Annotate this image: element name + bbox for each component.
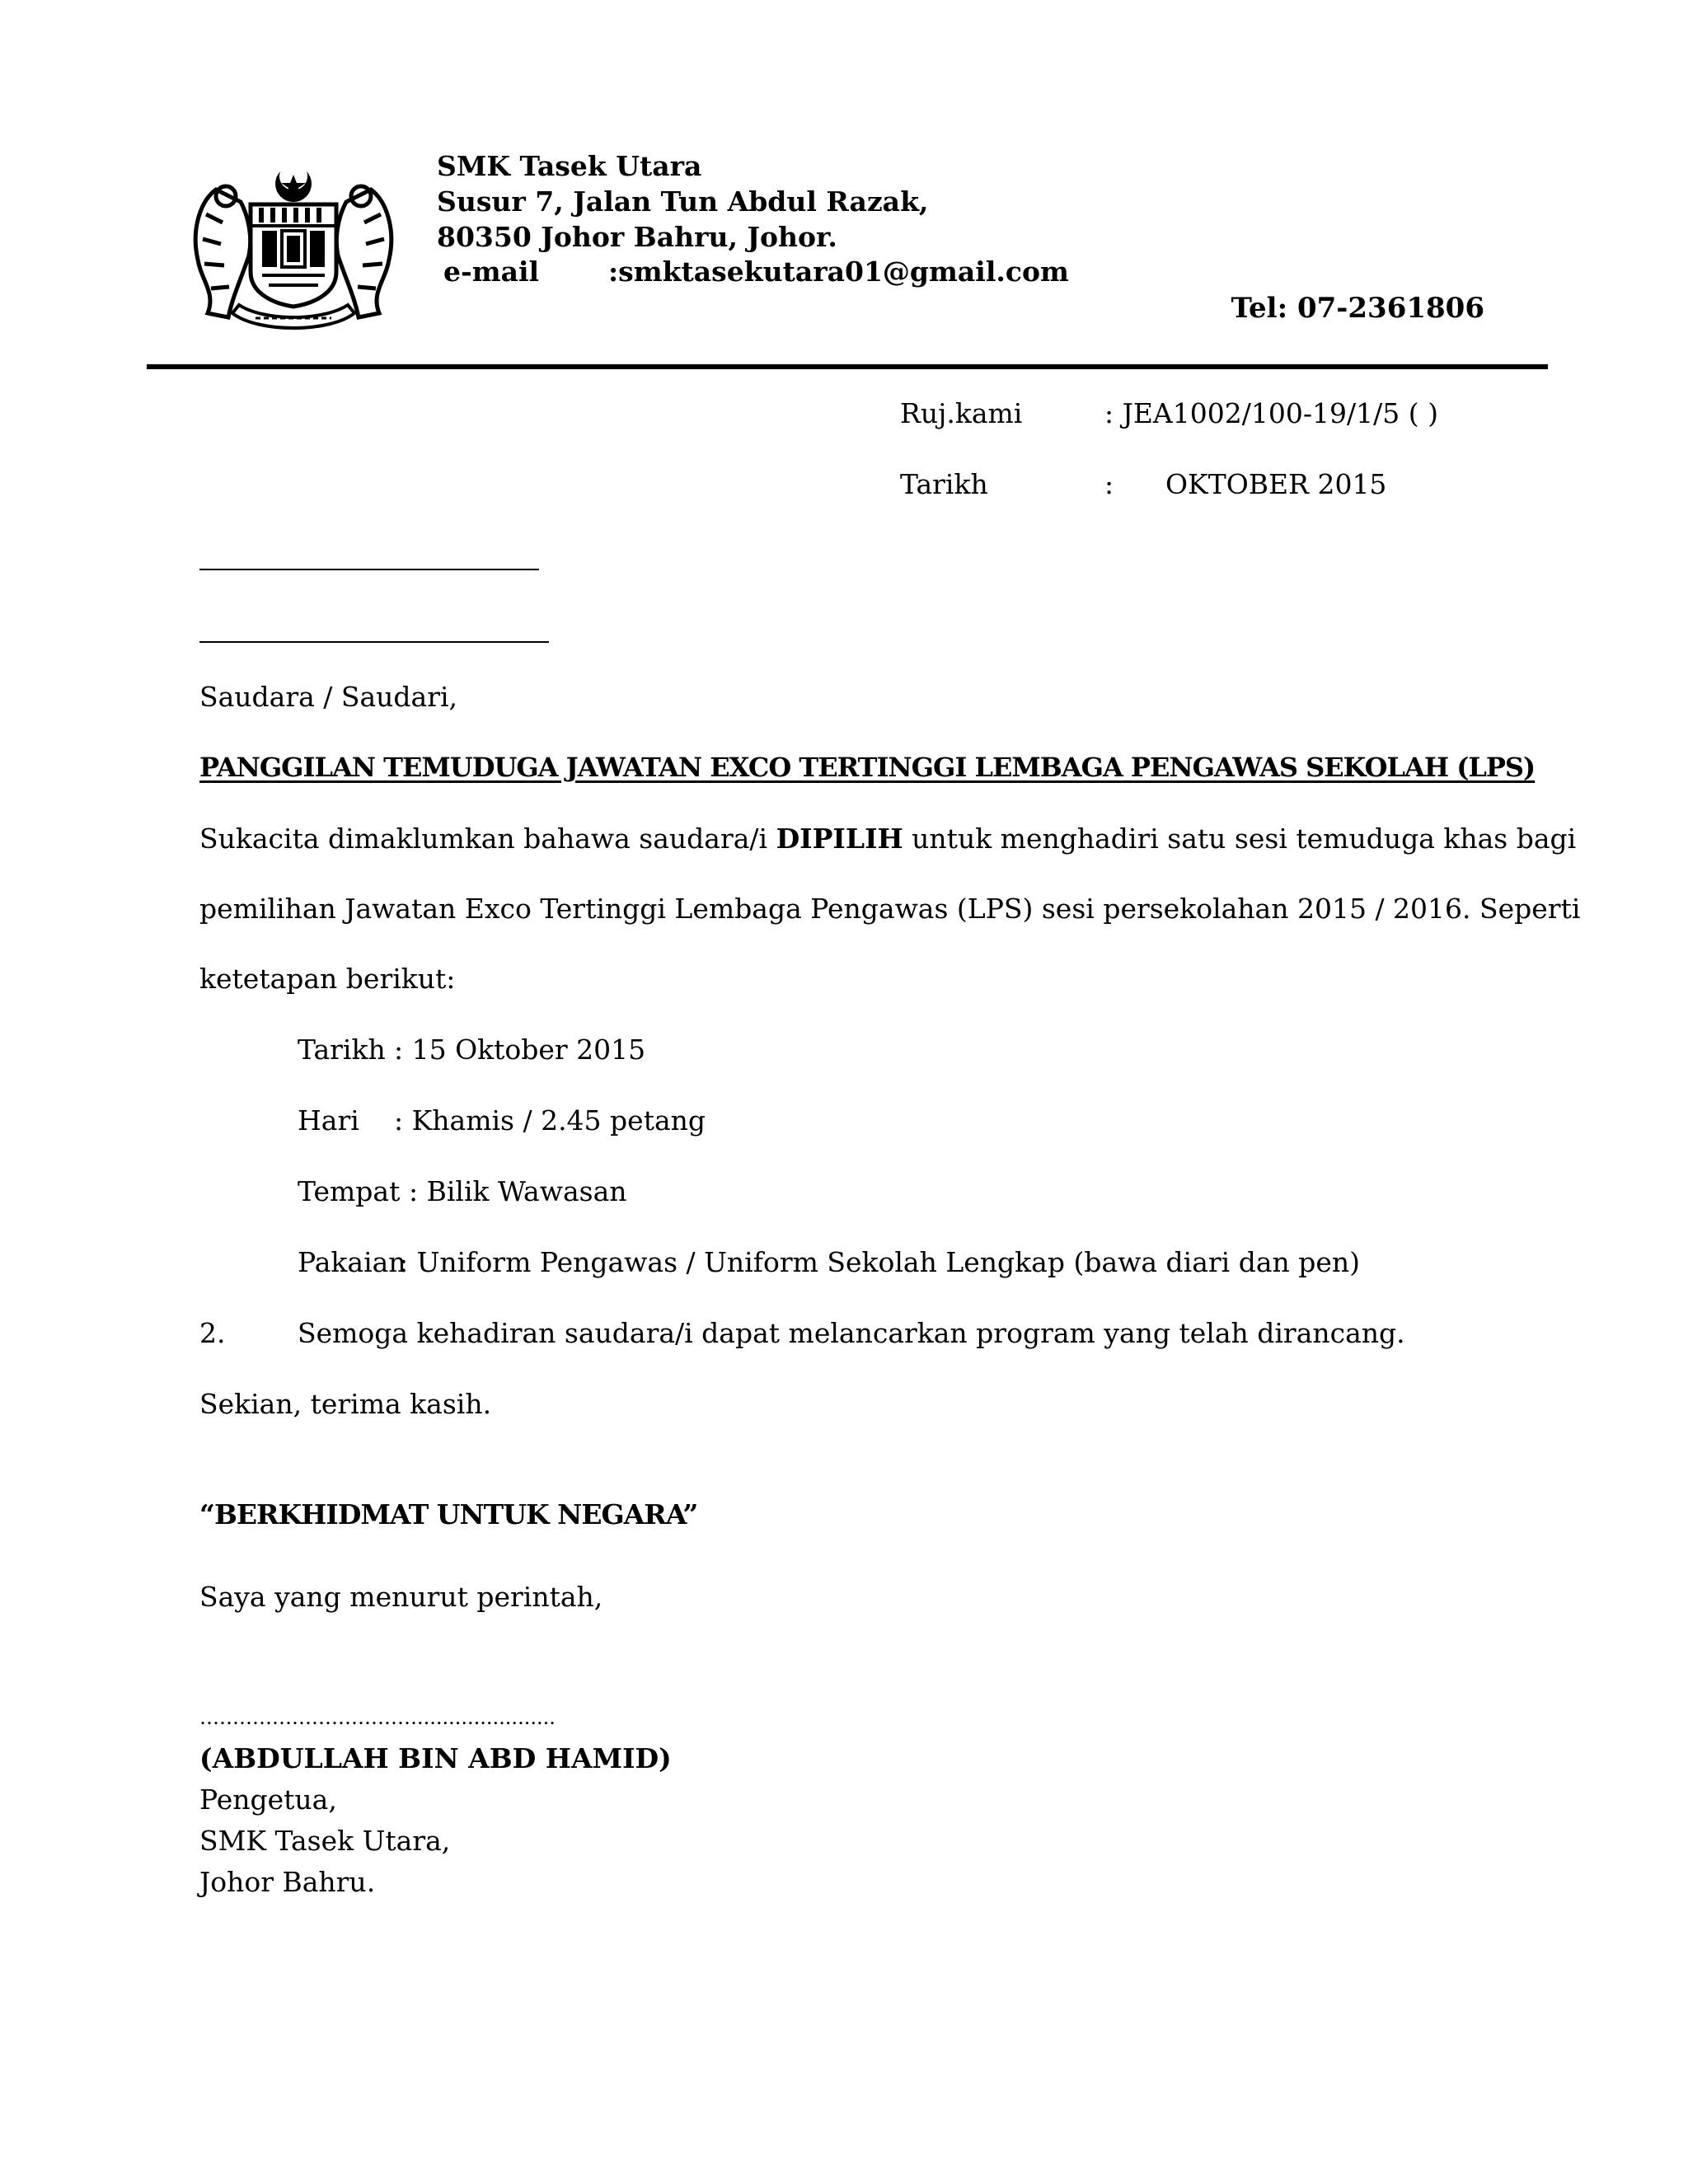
letterhead-divider [147, 364, 1548, 369]
date-colon: : [1104, 468, 1114, 500]
paragraph-1-line-3: ketetapan berikut: [199, 963, 456, 995]
detail-date-label: Tarikh [298, 1033, 386, 1066]
reference-label: Ruj.kami [900, 397, 1023, 429]
signature-line: ……………………………...................... [199, 1706, 556, 1729]
school-name: SMK Tasek Utara [437, 150, 702, 182]
telephone-number: Tel: 07-2361806 [1231, 292, 1484, 325]
detail-attire-value: : Uniform Pengawas / Uniform Sekolah Lengkap (bawa diari dan pen) [399, 1246, 1361, 1278]
salutation: Saudara / Saudari, [199, 681, 458, 713]
paragraph-2-number: 2. [199, 1317, 226, 1349]
detail-day-value: : Khamis / 2.45 petang [394, 1104, 706, 1137]
detail-attire-label: Pakaian [298, 1246, 406, 1278]
detail-date-value: : 15 Oktober 2015 [394, 1033, 646, 1066]
signatory-name: (ABDULLAH BIN ABD HAMID) [199, 1742, 672, 1774]
paragraph-1-line-2: pemilihan Jawatan Exco Tertinggi Lembaga Pengawas (LPS) sesi persekolahan 2015 / 2016. Seperti [199, 893, 1581, 925]
paragraph-2-text: Semoga kehadiran saudara/i dapat melancarkan program yang telah dirancang. [298, 1317, 1405, 1349]
sign-off: Saya yang menurut perintah, [199, 1581, 603, 1613]
address-line-1: Susur 7, Jalan Tun Abdul Razak, [437, 185, 929, 218]
detail-venue-value: : Bilik Wawasan [409, 1175, 627, 1207]
address-line-2: 80350 Johor Bahru, Johor. [437, 221, 837, 253]
paragraph-1-text: Sukacita dimaklumkan bahawa saudara/i [199, 823, 776, 855]
paragraph-1-text-continued: untuk menghadiri satu sesi temuduga khas bagi [903, 823, 1577, 855]
dipilih-emphasis: DIPILIH [776, 823, 903, 855]
paragraph-1-line-1 [199, 823, 1576, 855]
reference-value: : JEA1002/100-19/1/5 ( ) [1104, 397, 1438, 429]
email-address: :smktasekutara01@gmail.com [608, 255, 1069, 288]
recipient-name-line [199, 569, 539, 570]
signatory-title: Pengetua, [199, 1783, 337, 1816]
date-value: OKTOBER 2015 [1165, 468, 1387, 500]
email-label: e-mail [443, 255, 540, 288]
motto: “BERKHIDMAT UNTUK NEGARA” [199, 1498, 698, 1530]
signatory-organization: SMK Tasek Utara, [199, 1825, 451, 1857]
letter-subject: PANGGILAN TEMUDUGA JAWATAN EXCO TERTINGGI LEMBAGA PENGAWAS SEKOLAH (LPS) [199, 752, 1536, 783]
signatory-location: Johor Bahru. [199, 1866, 376, 1898]
detail-venue-label: Tempat [298, 1175, 401, 1207]
closing-remark: Sekian, terima kasih. [199, 1388, 492, 1420]
recipient-address-line [199, 641, 549, 643]
coat-of-arms-icon [183, 157, 404, 334]
date-label: Tarikh [900, 468, 988, 500]
detail-day-label: Hari [298, 1104, 359, 1137]
